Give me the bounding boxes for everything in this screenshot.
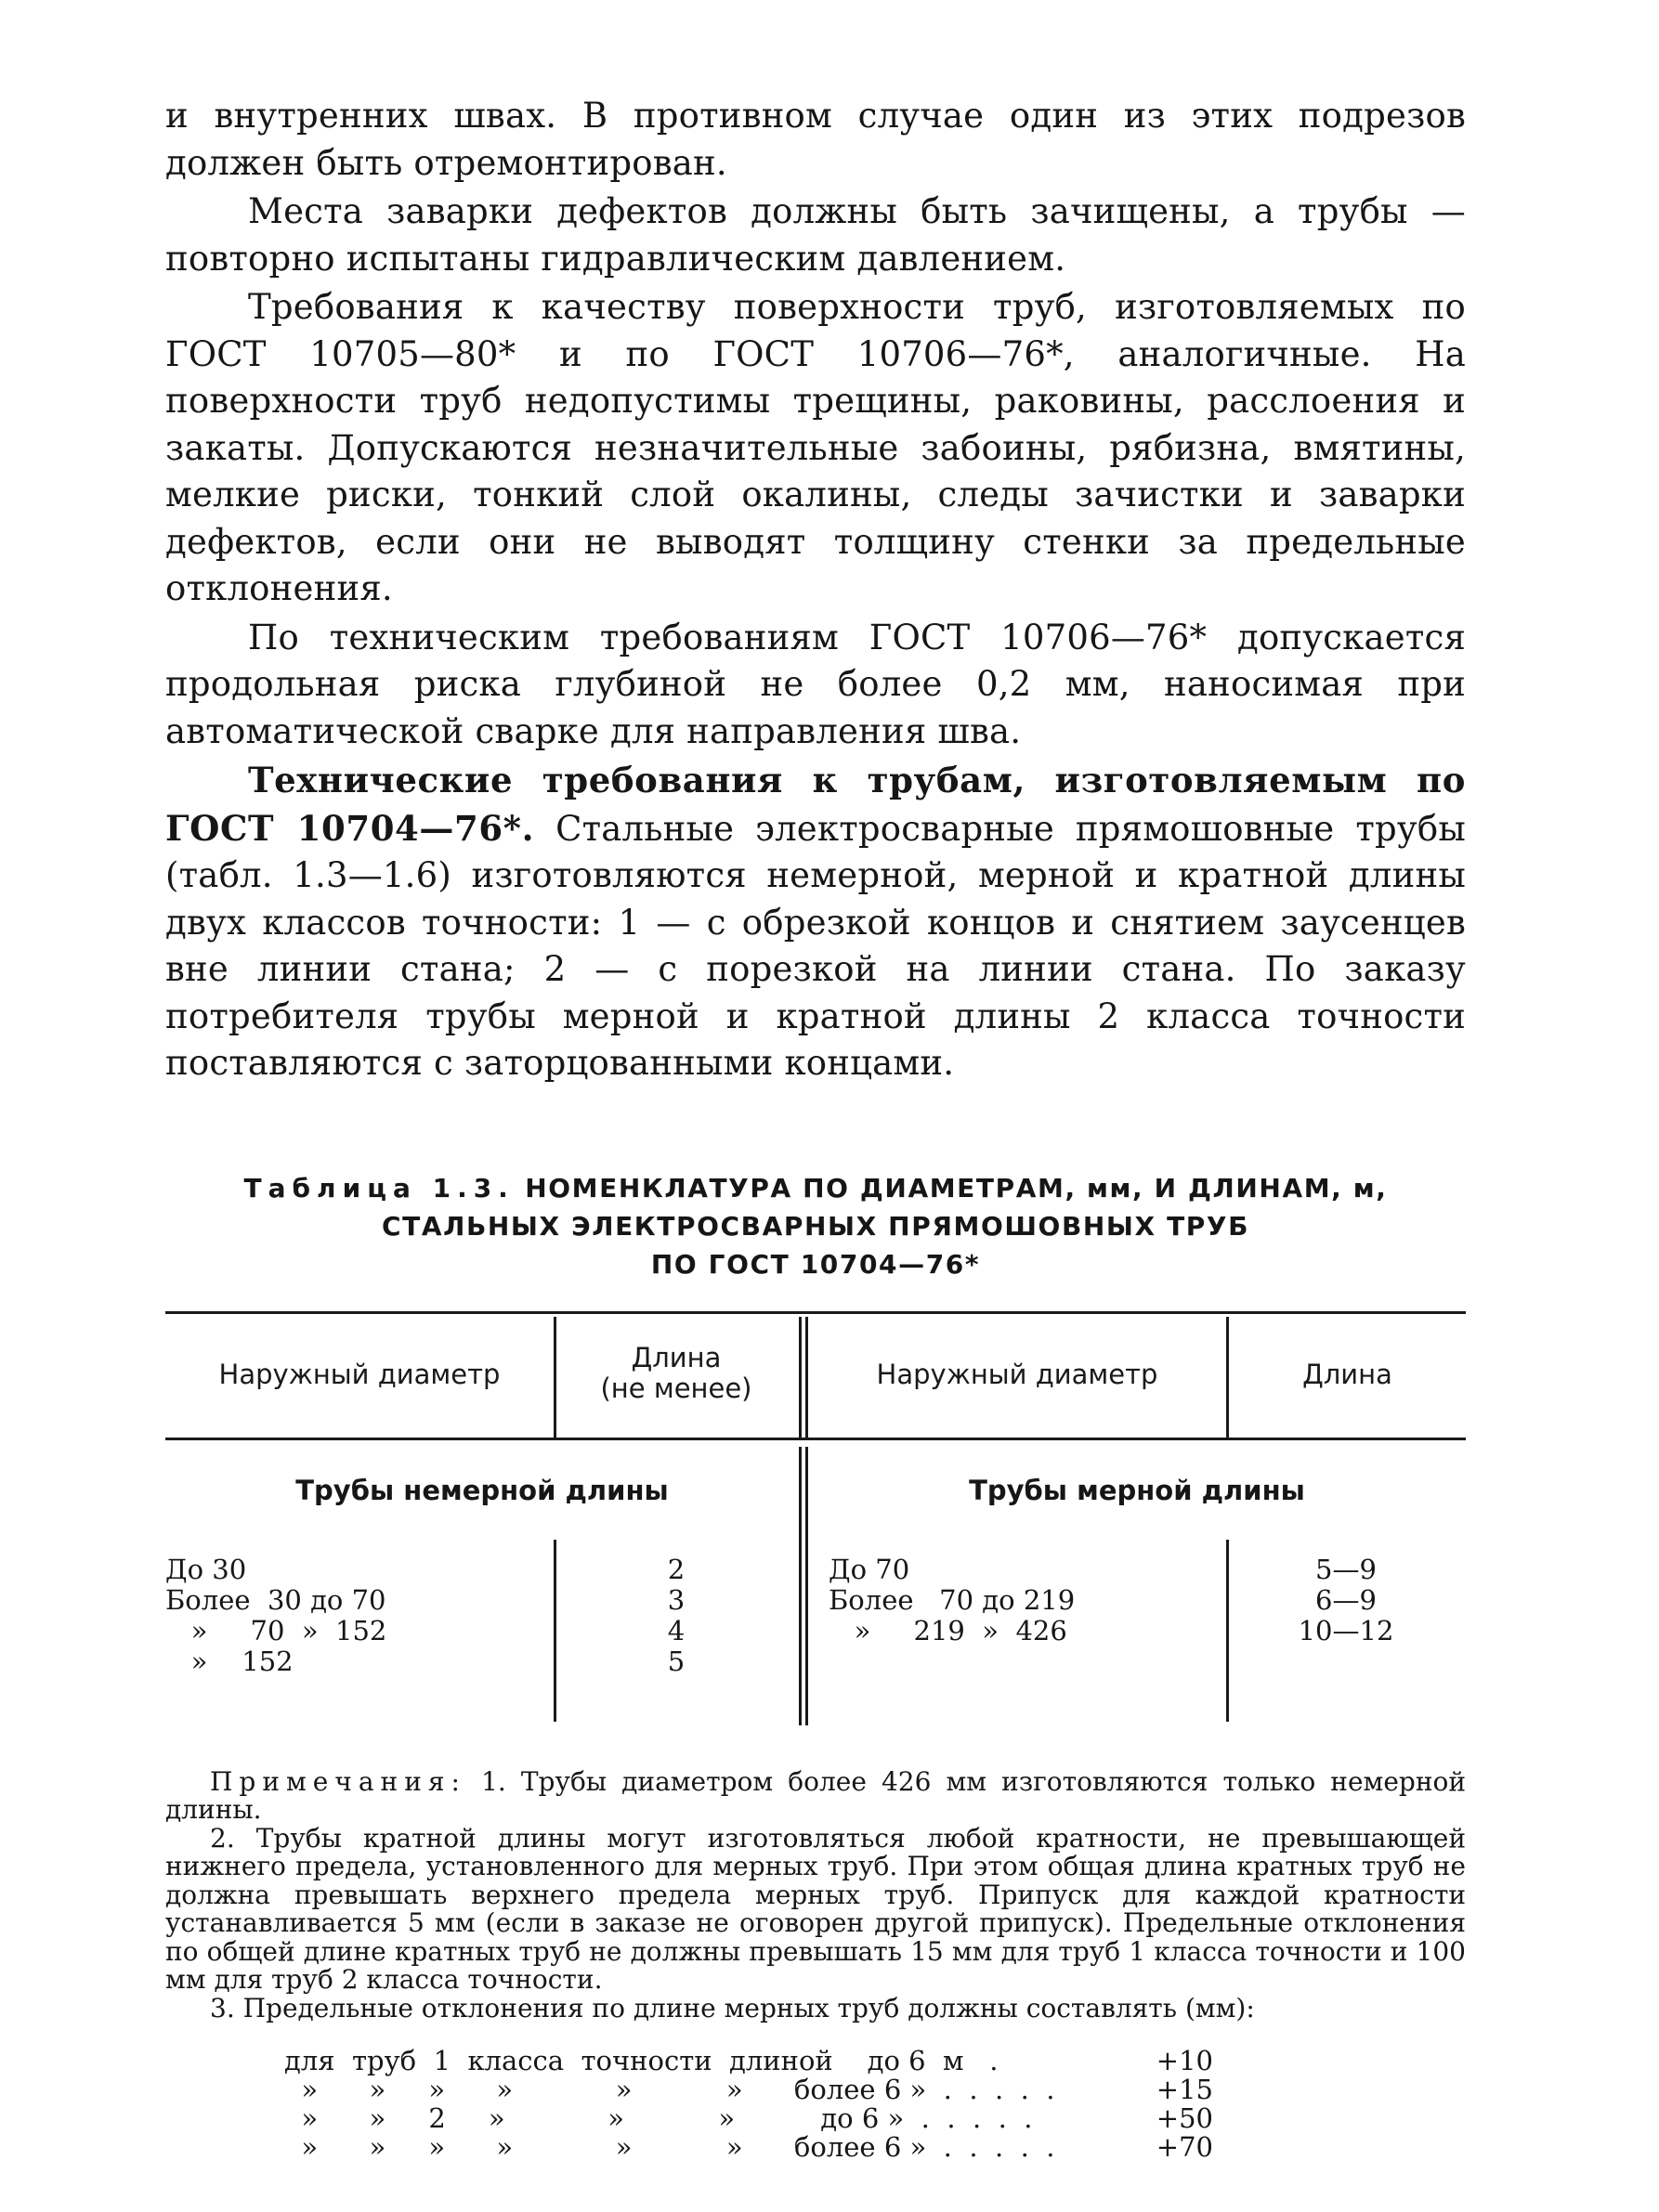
group-non-measured: Трубы немерной длины: [295, 1474, 669, 1506]
note-1: Примечания: 1. Трубы диаметром более 426 мм изготовляются только немерной длины.: [165, 1765, 1466, 1825]
paragraph-3: Требования к качеству поверхности труб, изготовляемых по ГОСТ 10705—80* и по ГОСТ 10706—76*, аналогичные. На поверхности труб недопустимы трещины, раковины, расслоения и закаты. Допускаются незначительные забоины, рябизна, вмятины, мелкие риски, тонкий слой окалины, следы зачистки и заварки дефектов, если они не выводят толщину стенки за предельные отклонения.: [165, 287, 1466, 608]
note-3: 3. Предельные отклонения по длине мерных труб должны составлять (мм):: [210, 1992, 1255, 2023]
table-notes: [165, 1765, 1466, 2023]
deviation-row: для труб 1 класса точности длиной до 6 м . +10: [284, 2045, 1213, 2076]
deviation-row: » » » » » » более 6 » . . . . . +70: [284, 2131, 1213, 2163]
table-caption-line-3: ПО ГОСТ 10704—76*: [650, 1248, 981, 1280]
paragraph-2: Места заварки дефектов должны быть зачищены, а трубы — повторно испытаны гидравлическим давлением.: [165, 191, 1466, 279]
left-length-rows: 2 3 4 5: [667, 1553, 686, 1677]
table-caption-line-2: СТАЛЬНЫХ ЭЛЕКТРОСВАРНЫХ ПРЯМОШОВНЫХ ТРУБ: [381, 1210, 1250, 1242]
table-header-rule: [165, 1438, 1466, 1440]
right-diameter-rows: До 70 Более 70 до 219 » 219 » 426: [829, 1553, 1076, 1646]
deviation-list: [284, 2047, 1213, 2162]
header-diameter-right: Наружный диаметр: [876, 1358, 1158, 1390]
table-divider: [799, 1447, 802, 1725]
header-length-left: Длина (не менее): [600, 1341, 752, 1404]
note-2: 2. Трубы кратной длины могут изготовляться любой кратности, не превышающей нижнего предела, установленного для мерных труб. При этом общая длина кратных труб не должна превышать верхнего предела мерных труб. Припуск для каждой кратности устанавливается 5 мм (если в заказе не оговорен другой припуск). Предельные отклонения по общей длине кратных труб не должны превышать 15 мм для труб 1 класса точности и 100 мм для труб 2 класса точности.: [165, 1822, 1466, 1995]
table-top-rule: [165, 1311, 1466, 1314]
table-divider: [799, 1317, 802, 1438]
page: [165, 93, 1466, 2162]
paragraph-5: [165, 757, 1466, 1087]
left-diameter-rows: До 30 Более 30 до 70 » 70 » 152 » 152: [165, 1553, 387, 1677]
header-length-right: Длина: [1302, 1358, 1392, 1390]
paragraph-5-text: Стальные электросварные прямошовные трубы (табл. 1.3—1.6) изготовляются немерной, мерной и кратной длины двух классов точности: 1 — с обрезкой концов и снятием заусенцев вне линии стана; 2 — с порезкой на линии стана. По заказу потребителя трубы мерной и кратной длины 2 класса точности поставляются с заторцованными концами.: [165, 808, 1466, 1083]
right-length-rows: 5—9 6—9 10—12: [1298, 1553, 1394, 1646]
nomenclature-table: [165, 1311, 1466, 1729]
paragraph-4: По техническим требованиям ГОСТ 10706—76* допускается продольная риска глубиной не более 0,2 мм, наносимая при автоматической сварке для направления шва.: [165, 617, 1466, 751]
deviation-row: » » » » » » более 6 » . . . . . +15: [284, 2074, 1213, 2105]
table-caption: [165, 1169, 1466, 1283]
notes-title: Примечания:: [210, 1765, 466, 1797]
table-caption-line-1: Таблица 1.3. НОМЕНКЛАТУРА ПО ДИАМЕТРАМ, мм, И ДЛИНАМ, м,: [243, 1172, 1388, 1204]
header-diameter-left: Наружный диаметр: [218, 1358, 501, 1390]
paragraph-5-heading: Технические требования к трубам, изготовляемым по ГОСТ 10704—76*.: [165, 760, 1466, 849]
paragraph-1: и внутренних швах. В противном случае один из этих подрезов должен быть отремонтирован.: [165, 96, 1466, 183]
deviation-row: » » 2 » » » до 6 » . . . . . +50: [284, 2102, 1213, 2134]
group-measured: Трубы мерной длины: [969, 1474, 1305, 1506]
